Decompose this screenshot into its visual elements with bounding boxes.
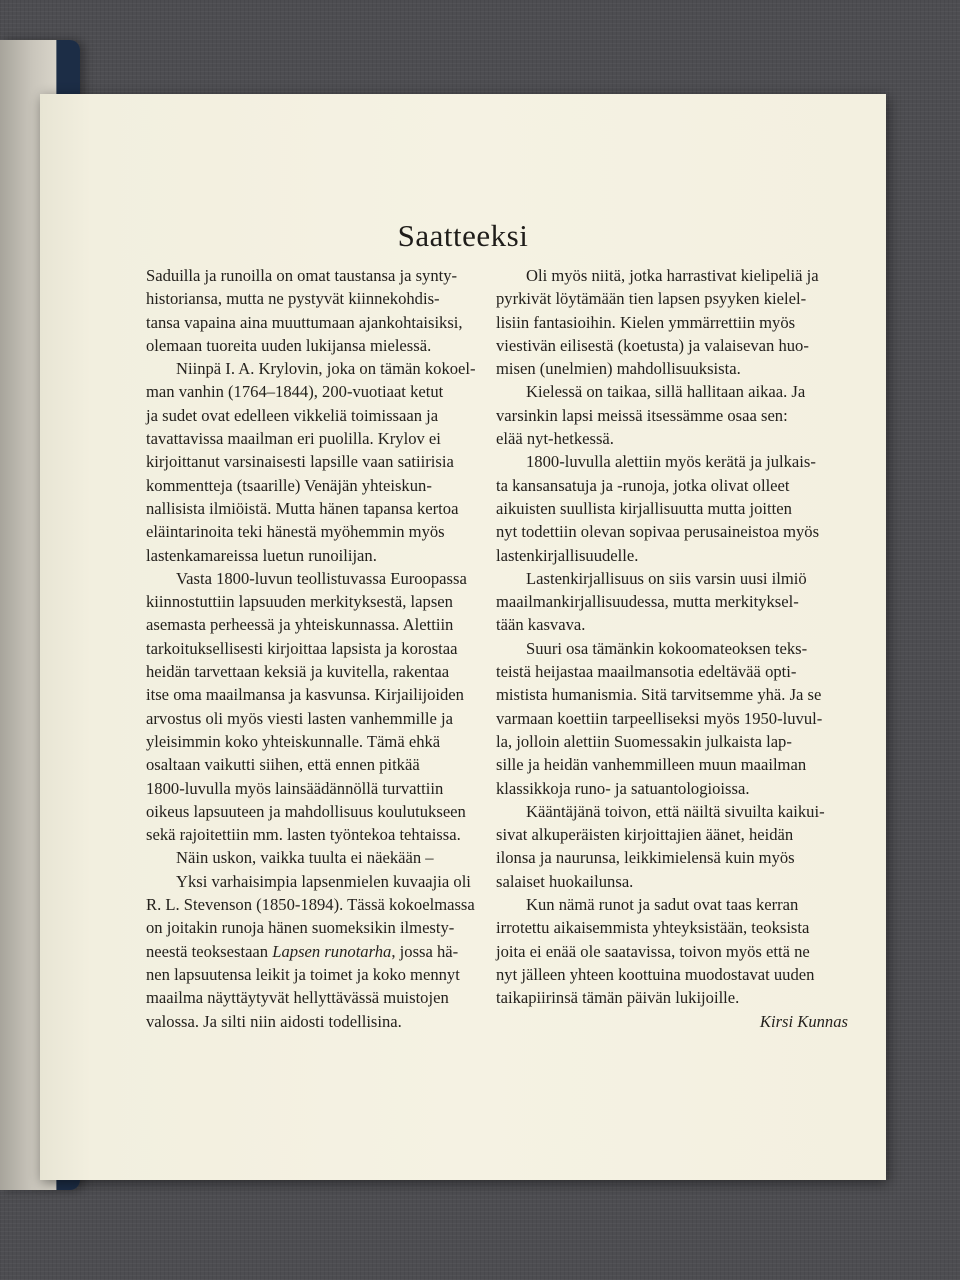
text-line: tansa vapaina aina muuttumaan ajankohtaisiksi,	[146, 312, 463, 332]
text-line: teistä heijastaa maailmansotia edeltävää opti-	[496, 662, 797, 682]
book-title-italic: Lapsen runotarha	[272, 941, 392, 961]
author-signature: Kirsi Kunnas	[759, 1011, 848, 1031]
text-line: Yksi varhaisimpia lapsenmielen kuvaajia oli	[176, 871, 471, 891]
text-line: nyt todettiin olevan sopivaa perusaineistoa myös	[496, 522, 820, 542]
text-line: mistista humanismia. Sitä tarvitsemme yhä. Ja se	[496, 685, 822, 705]
text-line: sekä rajoitettiin mm. lasten työntekoa tehtaissa.	[146, 825, 461, 845]
text-line: nyt jälleen yhteen koottuina muodostavat uuden	[496, 964, 815, 984]
text-line: arvostus oli myös viesti lasten vanhemmille ja	[146, 708, 453, 728]
text-line: lisiin fantasioihin. Kielen ymmärrettiin myös	[496, 312, 796, 332]
text-line: aikuisten suullista kirjallisuutta mutta joitten	[496, 498, 792, 518]
text-line: oikeus lapsuuteen ja mahdollisuus koulutukseen	[146, 801, 466, 821]
text-line: yleisimmin koko yhteiskunnalle. Tämä ehkä	[146, 731, 441, 751]
text-line: Vasta 1800-luvun teollistuvassa Euroopassa	[176, 568, 467, 588]
text-line: kiinnostuttiin lapsuuden merkityksestä, lapsen	[146, 592, 453, 612]
text-line: sivat alkuperäisten kirjoittajien äänet, heidän	[496, 825, 794, 845]
text-line: ilonsa ja naurunsa, leikkimielensä kuin myös	[496, 848, 795, 868]
right-text-column	[496, 264, 848, 1033]
text-fragment: neestä teoksestaan	[146, 941, 273, 961]
text-line: irrotettu aikaisemmista yhteyksistään, teoksista	[496, 918, 810, 938]
text-line: Kääntäjänä toivon, että näiltä sivuilta kaikui-	[526, 801, 825, 821]
text-line: Saduilla ja runoilla on omat taustansa ja synty-	[146, 266, 458, 285]
left-text-column	[146, 264, 516, 1033]
text-line: man vanhin (1764–1844), 200-vuotiaat ketut	[146, 382, 444, 402]
text-line: Niinpä I. A. Krylovin, joka on tämän kokoel-	[176, 359, 476, 379]
text-line: tavattavissa maailman eri puolilla. Krylov ei	[146, 429, 441, 449]
text-line: ja sudet ovat edelleen vikkeliä toimissaan ja	[146, 405, 439, 425]
text-line: itse oma maailmansa ja kasvunsa. Kirjailijoiden	[146, 685, 464, 705]
text-line: varsinkin lapsi meissä itsessämme osaa sen:	[496, 405, 788, 425]
text-line: taikapiirinsä tämän päivän lukijoille.	[496, 988, 740, 1008]
text-line: Lastenkirjallisuus on siis varsin uusi ilmiö	[526, 568, 807, 588]
book-page	[40, 94, 886, 1180]
text-line	[146, 940, 516, 963]
text-line: 1800-luvulla alettiin myös kerätä ja julkais-	[526, 452, 816, 472]
text-line: Suuri osa tämänkin kokoomateoksen teks-	[526, 638, 808, 658]
text-line: eläintarinoita teki hänestä myöhemmin myös	[146, 522, 445, 542]
text-line: asemasta perheessä ja yhteiskunnassa. Alettiin	[146, 615, 454, 635]
text-line: maailma näyttäytyvät hellyttävässä muistojen	[146, 988, 449, 1008]
text-line: 1800-luvulla myös lainsäädännöllä turvattiin	[146, 778, 444, 798]
text-line: on joitakin runoja hänen suomeksikin ilmesty-	[146, 918, 455, 938]
text-line: kirjoittanut varsinaisesti lapsille vaan satiirisia	[146, 452, 454, 472]
text-line: ta kansansatuja ja -runoja, jotka olivat olleet	[496, 475, 790, 495]
text-line: klassikkoja runo- ja satuantologioissa.	[496, 778, 750, 798]
text-line: maailmankirjallisuudessa, mutta merkityksel-	[496, 592, 799, 612]
text-line: salaiset huokailunsa.	[496, 871, 634, 891]
text-line: Näin uskon, vaikka tuulta ei näekään –	[176, 848, 434, 868]
text-line: Kielessä on taikaa, sillä hallitaan aikaa. Ja	[526, 382, 806, 402]
text-line: misen (unelmien) mahdollisuuksista.	[496, 359, 741, 379]
text-line: varmaan koettiin tarpeelliseksi myös 1950-luvul-	[496, 708, 823, 728]
text-line: nallisista ilmiöistä. Mutta hänen tapansa kertoa	[146, 498, 459, 518]
text-line: Kun nämä runot ja sadut ovat taas kerran	[526, 895, 799, 915]
text-line: olemaan tuoreita uuden lukijansa mielessä.	[146, 335, 432, 355]
text-line: R. L. Stevenson (1850-1894). Tässä kokoelmassa	[146, 895, 475, 915]
text-line: viestivän eilisestä (koetusta) ja valaisevan huo-	[496, 335, 809, 355]
text-line: joita ei enää ole saatavissa, toivon myös että ne	[496, 941, 810, 961]
text-line: pyrkivät löytämään tien lapsen psyyken kielel-	[496, 289, 807, 309]
page-title: Saatteeksi	[397, 218, 529, 253]
text-line: valossa. Ja silti niin aidosti todellisina.	[146, 1011, 402, 1031]
text-line: elää nyt-hetkessä.	[496, 429, 614, 449]
text-line: historiansa, mutta ne pystyvät kiinnekohdis-	[146, 289, 440, 309]
text-line: nen lapsuutensa leikit ja toimet ja koko mennyt	[146, 964, 460, 984]
text-line: lastenkamareissa luetun runoilijan.	[146, 545, 377, 565]
text-line: kommentteja (tsaarille) Venäjän yhteiskun-	[146, 475, 432, 495]
text-line: tarkoituksellisesti kirjoittaa lapsista ja korostaa	[146, 638, 458, 658]
text-line: la, jolloin alettiin Suomessakin julkaista lap-	[496, 731, 792, 751]
text-line: osaltaan vaikutti siihen, että ennen pitkää	[146, 755, 420, 775]
text-line: Oli myös niitä, jotka harrastivat kielipeliä ja	[526, 266, 819, 285]
text-line: sille ja heidän vanhemmilleen muun maailman	[496, 755, 807, 775]
text-line: lastenkirjallisuudelle.	[496, 545, 639, 565]
text-fragment: , jossa hä-	[391, 941, 459, 961]
text-line: heidän tarvettaan keksiä ja kuvitella, rakentaa	[146, 662, 450, 682]
text-line: tään kasvava.	[496, 615, 586, 635]
